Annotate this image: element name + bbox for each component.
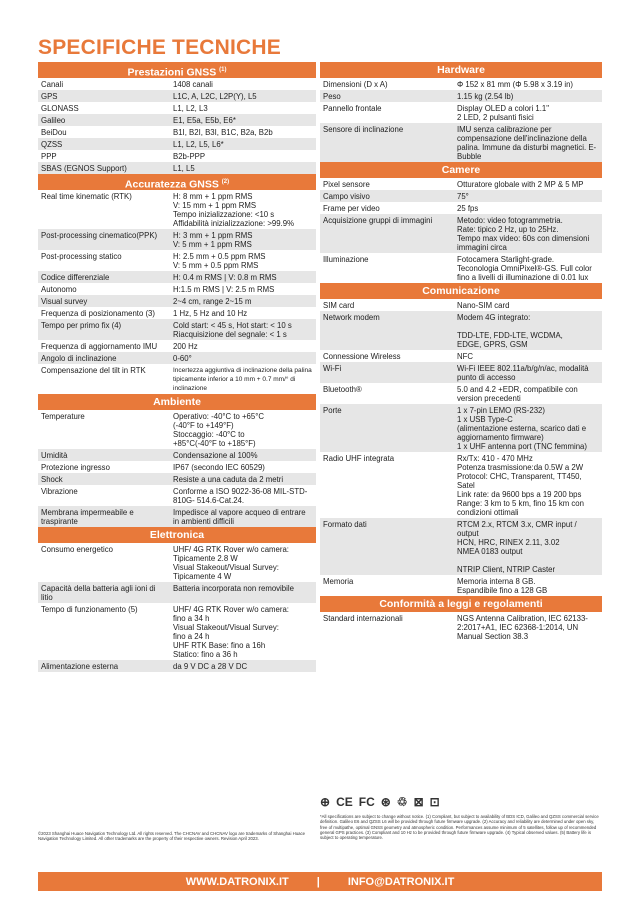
spec-value: 0-60° — [173, 354, 192, 363]
certification-mark-icon: ⊛ — [380, 795, 391, 809]
spec-label: Campo visivo — [323, 192, 370, 201]
section-header — [38, 394, 316, 410]
spec-row — [38, 449, 316, 461]
section-rows — [38, 190, 316, 394]
section-header — [320, 162, 602, 178]
spec-label: Frequenza di posizionamento (3) — [41, 309, 155, 318]
spec-label: Standard internazionali — [323, 614, 403, 623]
spec-value: IMU senza calibrazione per compensazione dell'inclinazione della palina. Immune da disturbi magnetici. E-Bubble — [457, 125, 597, 161]
spec-value: Display OLED a colori 1.1" 2 LED, 2 pulsanti fisici — [457, 104, 550, 122]
spec-label: Compensazione del tilt in RTK — [41, 366, 146, 375]
spec-label: Frame per video — [323, 204, 380, 213]
certification-mark-icon: ⊕ — [320, 795, 331, 809]
right-column — [320, 62, 602, 642]
spec-value: Cold start: < 45 s, Hot start: < 10 s Riacquisizione del segnale: < 1 s — [173, 321, 292, 339]
certification-block — [320, 793, 602, 840]
spec-value: L1, L5 — [173, 164, 195, 173]
section-header — [320, 62, 602, 78]
spec-label: BeiDou — [41, 128, 67, 137]
section-rows — [38, 543, 316, 672]
spec-row — [38, 126, 316, 138]
spec-row — [38, 162, 316, 174]
spec-value: Nano-SIM card — [457, 301, 510, 310]
spec-row — [320, 253, 602, 283]
section-header — [320, 596, 602, 612]
section-footnote-ref: (2) — [221, 179, 230, 185]
spec-value: 1.15 kg (2.54 lb) — [457, 92, 514, 101]
spec-label: Pixel sensore — [323, 180, 370, 189]
spec-label: GLONASS — [41, 104, 79, 113]
spec-value: 25 fps — [457, 204, 479, 213]
spec-section — [38, 62, 316, 174]
spec-value: H:1.5 m RMS | V: 2.5 m RMS — [173, 285, 275, 294]
section-rows — [38, 410, 316, 527]
spec-section — [320, 62, 602, 162]
spec-label: Connessione Wireless — [323, 352, 401, 361]
spec-label: Wi-Fi — [323, 364, 342, 373]
certification-mark-icon: ⊡ — [429, 795, 440, 809]
spec-label: Visual survey — [41, 297, 88, 306]
spec-value: IP67 (secondo IEC 60529) — [173, 463, 265, 472]
spec-row — [38, 307, 316, 319]
spec-label: Alimentazione esterna — [41, 662, 119, 671]
spec-row — [320, 78, 602, 90]
spec-label: Formato dati — [323, 520, 367, 529]
spec-label: Angolo di inclinazione — [41, 354, 117, 363]
section-rows — [320, 78, 602, 162]
spec-value: H: 2.5 mm + 0.5 ppm RMS V: 5 mm + 0.5 ppm RMS — [173, 252, 266, 270]
spec-value: 1 x 7-pin LEMO (RS-232) 1 x USB Type-C (alimentazione esterna, scarico dati e aggiornamento firmware) 1 x UHF antenna port (TNC femmina) — [457, 406, 587, 451]
spec-label: Vibrazione — [41, 487, 78, 496]
spec-label: Tempo per primo fix (4) — [41, 321, 122, 330]
spec-label: Tempo di funzionamento (5) — [41, 605, 138, 614]
section-title: Accuratezza GNSS — [124, 178, 219, 191]
section-rows — [320, 299, 602, 596]
spec-row — [38, 473, 316, 485]
email-link[interactable]: INFO@DATRONIX.IT — [347, 875, 455, 888]
spec-row — [38, 660, 316, 672]
spec-label: Consumo energetico — [41, 545, 113, 554]
spec-label: Codice differenziale — [41, 273, 110, 282]
section-rows — [38, 78, 316, 174]
spec-section — [38, 527, 316, 672]
spec-label: Canali — [41, 80, 64, 89]
page-title: SPECIFICHE TECNICHE — [38, 36, 281, 59]
spec-label: Real time kinematic (RTK) — [41, 192, 132, 201]
spec-row — [38, 150, 316, 162]
certification-icons — [320, 793, 602, 811]
spec-label: Frequenza di aggiornamento IMU — [41, 342, 158, 351]
spec-label: PPP — [41, 152, 57, 161]
spec-value: Resiste a una caduta da 2 metri — [173, 475, 284, 484]
section-rows — [320, 612, 602, 642]
spec-row — [38, 461, 316, 473]
spec-row — [38, 582, 316, 603]
spec-label: Bluetooth® — [323, 385, 362, 394]
left-column — [38, 62, 316, 672]
spec-value: 1 Hz, 5 Hz and 10 Hz — [173, 309, 248, 318]
spec-value: 1408 canali — [173, 80, 213, 89]
spec-value: L1C, A, L2C, L2P(Y), L5 — [173, 92, 257, 101]
spec-value: Conforme a ISO 9022-36-08 MIL-STD-810G- 514.6-Cat.24. — [173, 487, 308, 505]
spec-row — [320, 102, 602, 123]
spec-value: Operativo: -40°C to +65°C (-40°F to +149°F) Stoccaggio: -40°C to +85°C(-40°F to +185°F) — [173, 412, 264, 448]
spec-section — [320, 283, 602, 596]
spec-value: 200 Hz — [173, 342, 198, 351]
spec-label: SBAS (EGNOS Support) — [41, 164, 127, 173]
spec-row — [320, 190, 602, 202]
spec-row — [320, 404, 602, 452]
spec-value: H: 8 mm + 1 ppm RMS V: 15 mm + 1 ppm RMS Tempo inizializzazione: <10 s Affidabilità inizializzazione: >99.9% — [173, 192, 294, 228]
spec-value: NGS Antenna Calibration, IEC 62133-2:2017+A1, IEC 62368-1:2014, UN Manual Section 38.3 — [457, 614, 588, 641]
spec-row — [38, 283, 316, 295]
spec-row — [320, 350, 602, 362]
section-title: Ambiente — [153, 396, 201, 408]
spec-value: Otturatore globale with 2 MP & 5 MP — [457, 180, 584, 189]
certification-mark-icon: ♲ — [396, 795, 408, 809]
spec-label: Peso — [323, 92, 341, 101]
spec-row — [320, 299, 602, 311]
spec-row — [320, 214, 602, 253]
spec-value: NFC — [457, 352, 474, 361]
spec-row — [38, 138, 316, 150]
section-title: Camere — [441, 164, 481, 176]
spec-value: Incertezza aggiuntiva di inclinazione della palina tipicamente inferior a 10 mm + 0.7 mm/° di inclinazione — [173, 367, 312, 392]
section-header — [38, 174, 316, 190]
spec-value: L1, L2, L3 — [173, 104, 208, 113]
section-title: Elettronica — [149, 529, 205, 541]
section-header — [38, 527, 316, 543]
spec-row — [38, 543, 316, 582]
spec-value: Modem 4G integrato: TDD-LTE, FDD-LTE, WCDMA, EDGE, GPRS, GSM — [457, 313, 563, 349]
spec-row — [38, 295, 316, 307]
spec-value: Batteria incorporata non removibile — [173, 584, 294, 593]
spec-value: L1, L2, L5, L6* — [173, 140, 224, 149]
spec-label: Temperature — [41, 412, 85, 421]
spec-label: Autonomo — [41, 285, 77, 294]
spec-label: Porte — [323, 406, 342, 415]
spec-row — [320, 612, 602, 642]
spec-value: da 9 V DC a 28 V DC — [173, 662, 248, 671]
spec-row — [320, 311, 602, 350]
spec-value: Rx/Tx: 410 - 470 MHz Potenza trasmissione:da 0.5W a 2W Protocol: CHC, Transparent, TT450, Satel Link rate: da 9600 bps a 19 200 bps Range: 3 km to 5 km, fino 15 km con condizioni ottimali — [457, 454, 584, 517]
section-title: Prestazioni GNSS — [127, 66, 217, 79]
spec-label: Galileo — [41, 116, 66, 125]
spec-row — [38, 603, 316, 660]
spec-label: Post-processing cinematico(PPK) — [41, 231, 158, 240]
spec-value: RTCM 2.x, RTCM 3.x, CMR input / output HCN, HRC, RINEX 2.11, 3.02 NMEA 0183 output NTRIP Client, NTRIP Caster — [457, 520, 577, 574]
spec-value: Wi-Fi IEEE 802.11a/b/g/n/ac, modalità punto di accesso — [457, 364, 589, 382]
spec-value: H: 3 mm + 1 ppm RMS V: 5 mm + 1 ppm RMS — [173, 231, 253, 249]
spec-row — [38, 229, 316, 250]
spec-row — [38, 352, 316, 364]
spec-label: Protezione ingresso — [41, 463, 110, 472]
spec-row — [38, 340, 316, 352]
spec-row — [38, 271, 316, 283]
spec-row — [320, 518, 602, 575]
spec-row — [38, 319, 316, 340]
spec-value: 2~4 cm, range 2~15 m — [173, 297, 252, 306]
spec-label: Memoria — [323, 577, 354, 586]
spec-row — [320, 575, 602, 596]
spec-label: GPS — [41, 92, 58, 101]
certification-mark-icon: FC — [358, 795, 375, 809]
section-footnote-ref: (1) — [219, 67, 227, 73]
spec-row — [38, 114, 316, 126]
spec-value: 75° — [457, 192, 469, 201]
spec-label: Radio UHF integrata — [323, 454, 395, 463]
section-title: Comunicazione — [422, 285, 500, 297]
spec-label: Umidità — [41, 451, 68, 460]
spec-label: Pannello frontale — [323, 104, 382, 113]
section-rows — [320, 178, 602, 283]
spec-row — [38, 90, 316, 102]
footnotes: *All specifications are subject to change without notice. (1) Compliant, but subject to availability of BDS ICD, Galileo and QZSS commercial service definition. Galileo E6 and QZSS L6 will be provided through future firmware upgrade. (2) Accuracy and reliability are determined under open sky, free of multipathe, optimal GNSS geometry and atmospheric condition. Performances assume minimum of 5 satellites, follow up of recommended general GPS practices. (3) Compliant and 10 Hz to be provided through future firmware upgrade. (4) Typical observed values. (5) Battery life is subject to operating temperature. — [320, 814, 599, 841]
spec-row — [320, 178, 602, 190]
spec-row — [320, 452, 602, 518]
spec-row — [320, 383, 602, 404]
spec-label: Network modem — [323, 313, 380, 322]
spec-row — [38, 102, 316, 114]
spec-value: UHF/ 4G RTK Rover w/o camera: Tipicamente 2.8 W Visual Stakeout/Visual Survey: Tipicamente 4 W — [173, 545, 289, 581]
spec-value: UHF/ 4G RTK Rover w/o camera: fino a 34 h Visual Stakeout/Visual Survey: fino a 24 h UHF RTK Base: fino a 16h Statico: fino a 36 h — [173, 605, 289, 659]
spec-row — [38, 250, 316, 271]
spec-label: Acquisizione gruppi di immagini — [323, 216, 433, 225]
spec-label: QZSS — [41, 140, 63, 149]
spec-section — [320, 162, 602, 283]
section-header — [320, 283, 602, 299]
spec-row — [38, 78, 316, 90]
spec-value: B1I, B2I, B3I, B1C, B2a, B2b — [173, 128, 273, 137]
spec-label: Sensore di inclinazione — [323, 125, 404, 134]
spec-row — [38, 506, 316, 527]
spec-row — [320, 362, 602, 383]
spec-value: Condensazione al 100% — [173, 451, 258, 460]
spec-label: Shock — [41, 475, 63, 484]
website-link[interactable]: WWW.DATRONIX.IT — [185, 875, 289, 888]
spec-row — [38, 364, 316, 394]
spec-value: 5.0 and 4.2 +EDR, compatibile con version precedenti — [457, 385, 578, 403]
section-title: Hardware — [437, 64, 485, 76]
spec-label: Post-processing statico — [41, 252, 122, 261]
section-header — [38, 62, 316, 78]
spec-row — [38, 410, 316, 449]
footer-separator: | — [316, 875, 320, 888]
section-title: Conformità a leggi e regolamenti — [379, 598, 543, 610]
spec-value: Fotocamera Starlight-grade. Teconologia OmniPixel®-GS. Full color fino a livelli di illuminazione di 0.01 lux — [457, 255, 592, 282]
spec-row — [320, 123, 602, 162]
spec-value: Φ 152 x 81 mm (Φ 5.98 x 3.19 in) — [457, 80, 574, 89]
footer-bar — [38, 872, 602, 891]
spec-label: SIM card — [323, 301, 355, 310]
spec-value: B2b-PPP — [173, 152, 206, 161]
spec-value: Memoria interna 8 GB. Espandibile fino a 128 GB — [457, 577, 548, 595]
spec-row — [38, 190, 316, 229]
certification-mark-icon: CE — [336, 795, 353, 809]
spec-label: Capacità della batteria agli ioni di litio — [41, 584, 156, 602]
spec-section — [320, 596, 602, 642]
copyright-notice: ©2023 Shanghai Huace Navigation Technology Ltd. All rights reserved. The CHCNAV and CHCNAV logo are trademarks of Shanghai Huace Navigation Technology Limited. All other trademarks are the property of their respective owners. Revision April 2023. — [38, 831, 306, 842]
spec-row — [320, 90, 602, 102]
spec-value: Impedisce al vapore acqueo di entrare in ambienti difficili — [173, 508, 306, 526]
spec-section — [38, 394, 316, 527]
spec-label: Membrana impermeabile e traspirante — [41, 508, 134, 526]
spec-label: Illuminazione — [323, 255, 369, 264]
spec-section — [38, 174, 316, 394]
certification-mark-icon: ⊠ — [413, 795, 424, 809]
spec-value: Metodo: video fotogrammetria. Rate: tipico 2 Hz, up to 25Hz. Tempo max video: 60s con dimensioni immagini circa — [457, 216, 590, 252]
spec-row — [38, 485, 316, 506]
spec-value: E1, E5a, E5b, E6* — [173, 116, 236, 125]
spec-value: H: 0.4 m RMS | V: 0.8 m RMS — [173, 273, 277, 282]
spec-label: Dimensioni (D x A) — [323, 80, 388, 89]
spec-row — [320, 202, 602, 214]
